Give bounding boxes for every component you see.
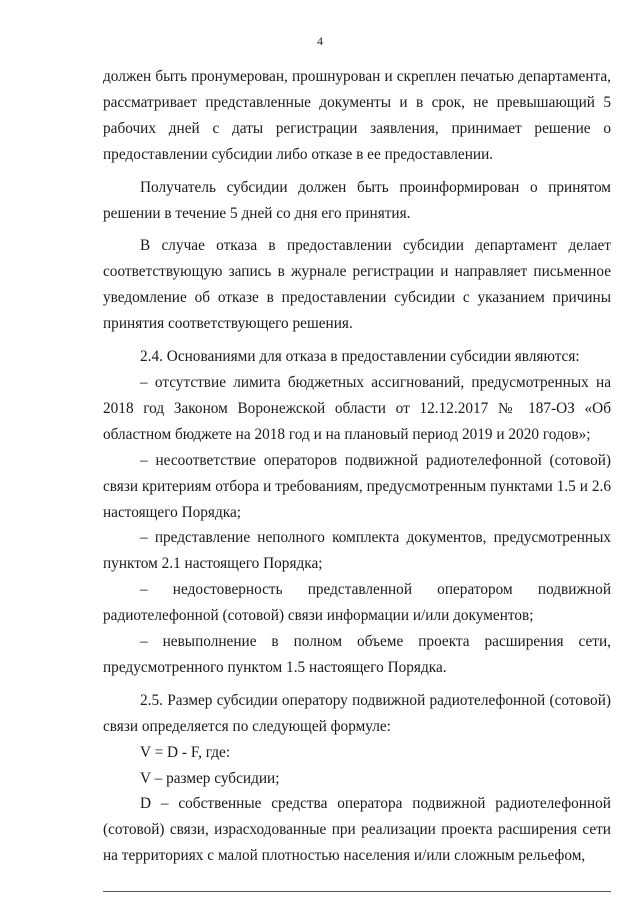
refusal-item-criteria-mismatch: – несоответствие операторов подвижной радиотелефонной (сотовой) связи критериям отбора и требованиям, предусмотренным пунктами 1.5 и 2.6 настоящего Порядка; — [103, 451, 611, 521]
refusal-item-unreliable-information: – недостоверность представленной оператором подвижной радиотелефонной (сотовой) связи информации и/или документов; — [103, 581, 611, 625]
document-body — [103, 64, 611, 869]
page-bottom-edge — [103, 891, 611, 892]
paragraph-refusal-procedure: В случае отказа в предоставлении субсидии департамент делает соответствующую запись в журнале регистрации и направляет письменное уведомление об отказе в предоставлении субсидии с указанием причины принятия соответствующего решения. — [103, 237, 611, 333]
formula-term-v: V – размер субсидии; — [140, 769, 280, 787]
page-number: 4 — [317, 34, 323, 48]
clause-2-5-heading: 2.5. Размер субсидии оператору подвижной радиотелефонной (сотовой) связи определяется по следующей формуле: — [103, 691, 611, 735]
paragraph-continuation: должен быть пронумерован, прошнурован и скреплен печатью департамента, рассматривает представленные документы и в срок, не превышающий 5 рабочих дней с даты регистрации заявления, принимает решение о предоставлении субсидии либо отказе в ее предоставлении. — [103, 68, 611, 163]
paragraph-recipient-notice: Получатель субсидии должен быть проинформирован о принятом решении в течение 5 дней со дня его принятия. — [103, 178, 611, 222]
refusal-item-incomplete-documents: – представление неполного комплекта документов, предусмотренных пунктом 2.1 настоящего Порядка; — [103, 529, 611, 573]
clause-2-4-heading: 2.4. Основаниями для отказа в предоставлении субсидии являются: — [140, 348, 580, 366]
formula-term-d: D – собственные средства оператора подвижной радиотелефонной (сотовой) связи, израсходованные при реализации проекта расширения сети на территориях с малой плотностью населения и/или сложным рельефом, — [103, 795, 611, 865]
formula-line: V = D - F, где: — [140, 743, 231, 761]
refusal-item-budget-limit: – отсутствие лимита бюджетных ассигнований, предусмотренных на 2018 год Законом Воронежской области от 12.12.2017 № 187-ОЗ «Об областном бюджете на 2018 год и на плановый период 2019 и 2020 годов»; — [103, 373, 611, 443]
refusal-item-project-not-completed: – невыполнение в полном объеме проекта расширения сети, предусмотренного пунктом 1.5 настоящего Порядка. — [103, 633, 611, 676]
